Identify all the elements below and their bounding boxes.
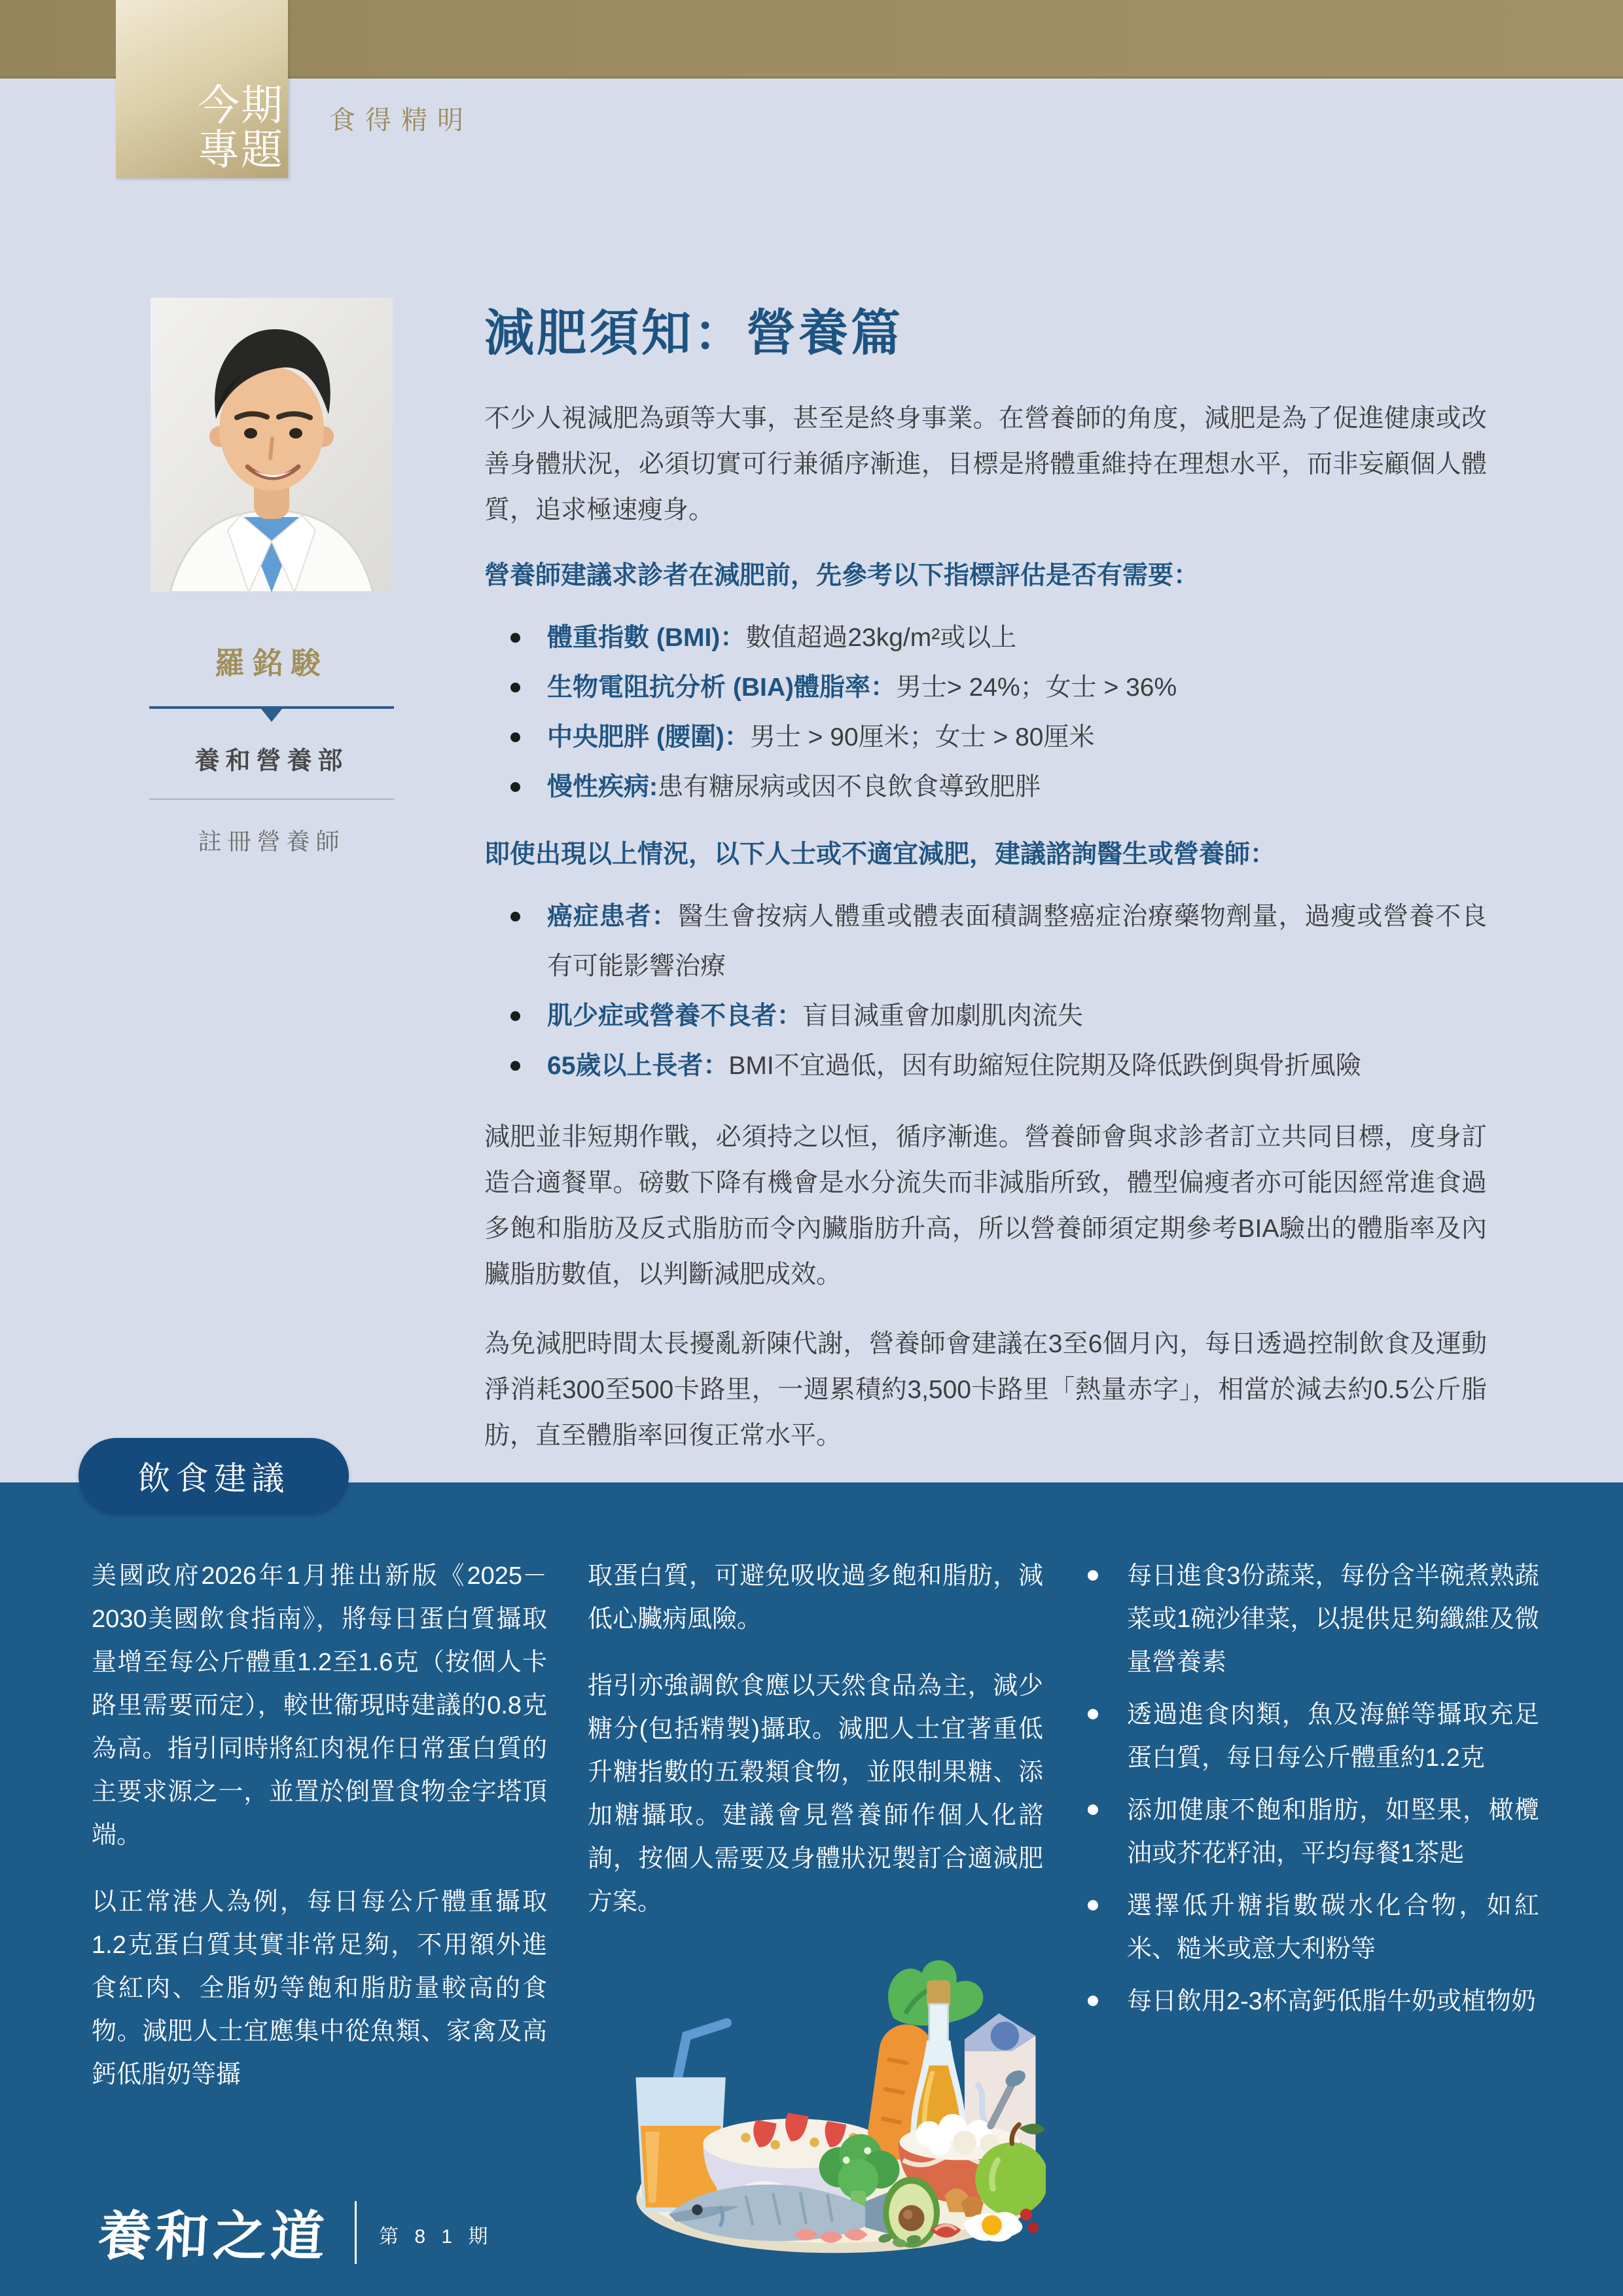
body-paragraph: 為免減肥時間太長擾亂新陳代謝，營養師會建議在3至6個月內，每日透過控制飲食及運動淨消耗300至500卡路里，一週累積約3,500卡路里「熱量赤字」，相當於減去約0.5公斤脂肪，直至體脂率回復正常水平。 bbox=[484, 1330, 1487, 1450]
list-item: 添加健康不飽和脂肪，如堅果，橄欖油或芥花籽油，平均每餐1茶匙 bbox=[1084, 1789, 1539, 1875]
list-item: 透過進食肉類，魚及海鮮等攝取充足蛋白質，每日每公斤體重約1.2克 bbox=[1084, 1693, 1539, 1780]
diet-paragraph: 指引亦強調飲食應以天然食品為主，減少糖分(包括精製)攝取。減肥人士宜著重低升糖指數的五穀類食物，並限制果糖、添加糖攝取。建議會見營養師作個人化諮詢，按個人需要及身體狀況製訂合適減肥方案。 bbox=[588, 1672, 1043, 1916]
author-name: 羅銘駿 bbox=[215, 646, 329, 680]
footer-divider bbox=[355, 2201, 357, 2264]
issue-topic-label: 今期 專題 bbox=[198, 82, 284, 174]
list-item: 生物電阻抗分析 (BIA)體脂率：男士> 24%；女士 > 36% bbox=[484, 663, 1487, 713]
column-category-label: 食得精明 bbox=[329, 106, 473, 135]
list-item: 每日進食3份蔬菜，每份含半碗煮熟蔬菜或1碗沙律菜，以提供足夠纖維及微量營養素 bbox=[1084, 1554, 1539, 1684]
list-item: 慢性疾病:患有糖尿病或因不良飲食導致肥胖 bbox=[484, 762, 1487, 812]
author-portrait-photo bbox=[151, 298, 393, 592]
author-job-title: 註冊營養師 bbox=[198, 828, 346, 855]
issue-number: 第 8 1 期 bbox=[379, 2225, 493, 2248]
cautions-heading: 即使出現以上情況，以下人士或不適宜減肥，建議諮詢醫生或營養師： bbox=[484, 840, 1276, 869]
list-item: 體重指數 (BMI)：數值超過23kg/m²或以上 bbox=[484, 613, 1487, 663]
article-title: 減肥須知：營養篇 bbox=[484, 306, 903, 361]
list-item: 65歲以上長者：BMI不宜過低，因有助縮短住院期及降低跌倒與骨折風險 bbox=[484, 1041, 1487, 1091]
diet-column-1 bbox=[92, 1554, 547, 2255]
intro-paragraph: 不少人視減肥為頭等大事，甚至是終身事業。在營養師的角度，減肥是為了促進健康或改善身體狀況，必須切實可行兼循序漸進，目標是將體重維持在理想水平，而非妄顧個人體質，追求極速瘦身。 bbox=[484, 404, 1487, 524]
healthy-food-illustration bbox=[588, 1947, 1046, 2255]
diet-advice-columns bbox=[92, 1554, 1539, 2255]
issue-topic-tab bbox=[116, 0, 288, 178]
list-item: 肌少症或營養不良者：盲目減重會加劇肌肉流失 bbox=[484, 992, 1487, 1041]
name-divider bbox=[149, 706, 394, 709]
portrait-illustration bbox=[151, 298, 393, 592]
diet-paragraph: 以正常港人為例，每日每公斤體重攝取1.2克蛋白質其實非常足夠，不用額外進食紅肉、全脂奶等飽和脂肪量較高的食物。減肥人士宜應集中從魚類、家禽及高鈣低脂奶等攝 bbox=[92, 1888, 547, 2089]
article-body bbox=[484, 293, 1487, 1482]
diet-tips-list bbox=[1084, 1554, 1539, 2023]
author-block bbox=[144, 298, 399, 857]
list-item: 每日飲用2-3杯高鈣低脂牛奶或植物奶 bbox=[1084, 1980, 1539, 2023]
diet-paragraph: 取蛋白質，可避免吸收過多飽和脂肪，減低心臟病風險。 bbox=[588, 1562, 1043, 1633]
list-item: 癌症患者：醫生會按病人體重或體表面積調整癌症治療藥物劑量，過瘦或營養不良有可能影響治療 bbox=[484, 892, 1487, 992]
cautions-list bbox=[484, 892, 1487, 1091]
list-item: 選擇低升糖指數碳水化合物，如紅米、糙米或意大利粉等 bbox=[1084, 1884, 1539, 1971]
body-paragraph: 減肥並非短期作戰，必須持之以恒，循序漸進。營養師會與求診者訂立共同目標，度身訂造合適餐單。磅數下降有機會是水分流失而非減脂所致，體型偏瘦者亦可能因經常進食過多飽和脂肪及反式脂肪而令內臟脂肪升高，所以營養師須定期參考BIA驗出的體脂率及內臟脂肪數值，以判斷減肥成效。 bbox=[484, 1123, 1487, 1289]
page-footer bbox=[98, 2194, 493, 2270]
diet-advice-badge: 飲食建議 bbox=[79, 1438, 349, 1514]
list-item: 中央肥胖 (腰圍)：男士 > 90厘米；女士 > 80厘米 bbox=[484, 713, 1487, 762]
diet-paragraph: 美國政府2026年1月推出新版《2025－2030美國飲食指南》，將每日蛋白質攝取量增至每公斤體重1.2至1.6克（按個人卡路里需要而定），較世衞現時建議的0.8克為高。指引同時將紅肉視作日常蛋白質的主要求源之一，並置於倒置食物金字塔頂端。 bbox=[92, 1562, 547, 1849]
thin-divider bbox=[149, 798, 394, 800]
author-department: 養和營養部 bbox=[194, 747, 349, 775]
criteria-list bbox=[484, 613, 1487, 812]
diet-column-3 bbox=[1084, 1554, 1539, 2255]
diet-column-2 bbox=[588, 1554, 1043, 2255]
criteria-heading: 營養師建議求診者在減肥前，先參考以下指標評估是否有需要： bbox=[484, 562, 1200, 590]
publication-logo: 養和之道 bbox=[96, 2207, 330, 2267]
